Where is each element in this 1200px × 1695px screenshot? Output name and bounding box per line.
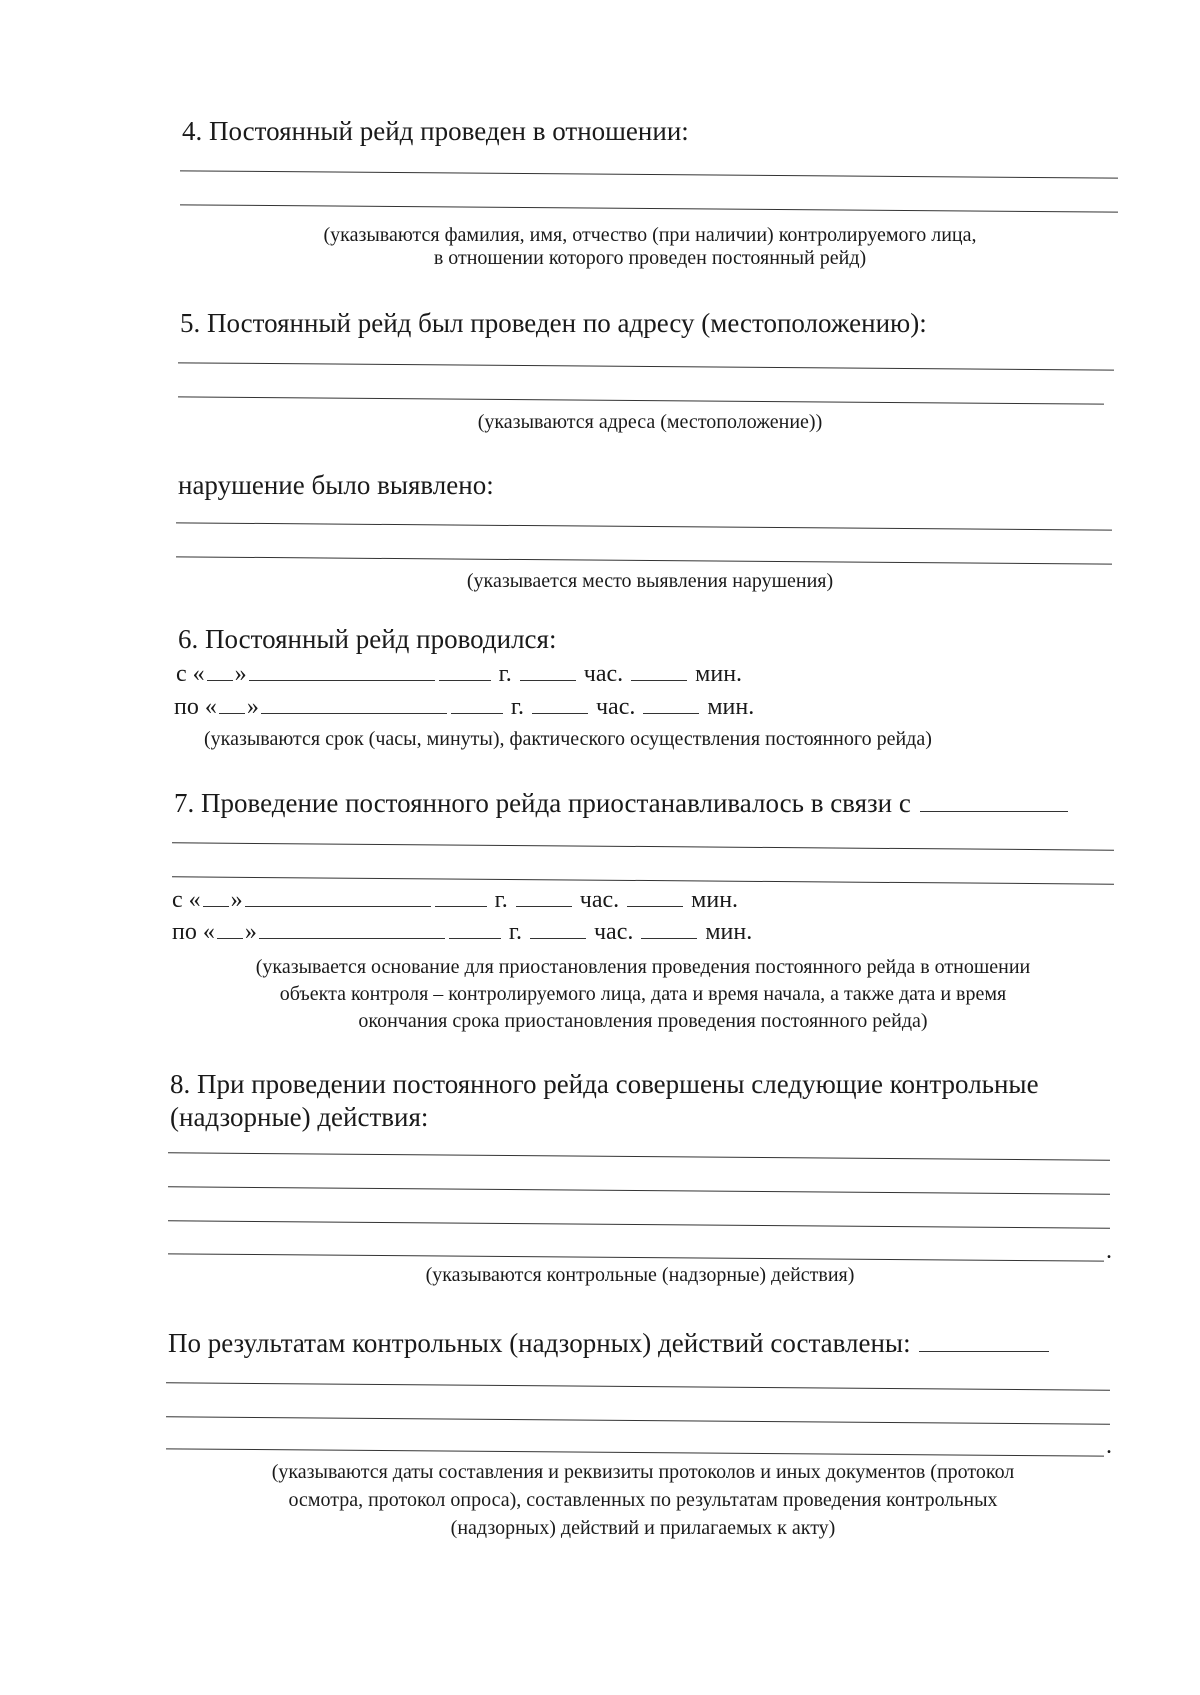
fill-line[interactable] (178, 362, 1114, 370)
hour-field[interactable] (520, 660, 576, 681)
month-field[interactable] (245, 886, 431, 907)
results-heading: По результатам контрольных (надзорных) действий составлены: (168, 1328, 1051, 1359)
year-field[interactable] (449, 918, 501, 939)
fill-line[interactable] (168, 1253, 1104, 1261)
hour-field[interactable] (516, 886, 572, 907)
day-field[interactable] (203, 886, 229, 907)
year-field[interactable] (451, 693, 503, 714)
month-field[interactable] (261, 693, 447, 714)
fill-line[interactable] (166, 1382, 1110, 1390)
section-8-hint: (указываются контрольные (надзорные) действия) (425, 1264, 855, 1286)
day-field[interactable] (217, 918, 243, 939)
month-field[interactable] (249, 660, 435, 681)
fill-line[interactable] (180, 204, 1118, 212)
minute-field[interactable] (643, 693, 699, 714)
suspension-to-row: по « » г. час. мин. (172, 919, 753, 945)
section-6-heading: 6. Постоянный рейд проводился: (178, 624, 557, 654)
fill-line[interactable] (178, 396, 1104, 404)
minute-field[interactable] (627, 886, 683, 907)
violation-heading: нарушение было выявлено: (178, 470, 494, 500)
day-field[interactable] (207, 660, 233, 681)
fill-line[interactable] (176, 556, 1112, 564)
period-from-row: с « » г. час. мин. (176, 661, 743, 687)
minute-field[interactable] (641, 918, 697, 939)
fill-line[interactable] (166, 1416, 1110, 1424)
fill-line[interactable] (172, 876, 1114, 884)
end-mark: . (1106, 1238, 1112, 1264)
suspension-reason-field[interactable] (920, 789, 1068, 812)
fill-line[interactable] (168, 1220, 1110, 1228)
fill-line[interactable] (168, 1152, 1110, 1160)
section-8-heading: 8. При проведении постоянного рейда совершены следующие контрольные (надзорные) действия: (170, 1069, 1039, 1132)
hour-field[interactable] (532, 693, 588, 714)
section-4-heading: 4. Постоянный рейд проведен в отношении: (182, 116, 689, 146)
section-7-hint: (указывается основание для приостановления проведения постоянного рейда в отношении объекта контроля – контролируемого лица, дата и время начала, а также дата и время окончания срока приостановления проведения постоянного рейда) (255, 956, 1031, 1032)
section-6-hint: (указываются срок (часы, минуты), фактического осуществления постоянного рейда) (204, 728, 932, 750)
section-5-hint: (указываются адреса (местоположение)) (477, 411, 823, 433)
month-field[interactable] (259, 918, 445, 939)
results-hint: (указываются даты составления и реквизиты протоколов и иных документов (протокол осмотра, протокол опроса), составленных по результатам проведения контрольных (надзорных) действий и прилагаемых к акту) (271, 1461, 1015, 1539)
fill-line[interactable] (172, 842, 1114, 850)
documents-field[interactable] (919, 1329, 1049, 1352)
hour-field[interactable] (530, 918, 586, 939)
period-to-row: по « » г. час. мин. (174, 694, 755, 720)
fill-line[interactable] (168, 1186, 1110, 1194)
section-7-heading: 7. Проведение постоянного рейда приостанавливалось в связи с (174, 788, 1070, 819)
day-field[interactable] (219, 693, 245, 714)
violation-hint: (указывается место выявления нарушения) (466, 570, 834, 592)
year-field[interactable] (435, 886, 487, 907)
minute-field[interactable] (631, 660, 687, 681)
fill-line[interactable] (180, 170, 1118, 178)
end-mark: . (1106, 1433, 1112, 1459)
year-field[interactable] (439, 660, 491, 681)
section-5-heading: 5. Постоянный рейд был проведен по адресу (местоположению): (180, 308, 927, 338)
fill-line[interactable] (176, 522, 1112, 530)
fill-line[interactable] (166, 1448, 1104, 1456)
suspension-from-row: с « » г. час. мин. (172, 887, 739, 913)
section-4-hint: (указываются фамилия, имя, отчество (при наличии) контролируемого лица, в отношении которого проведен постоянный рейд) (323, 224, 977, 269)
